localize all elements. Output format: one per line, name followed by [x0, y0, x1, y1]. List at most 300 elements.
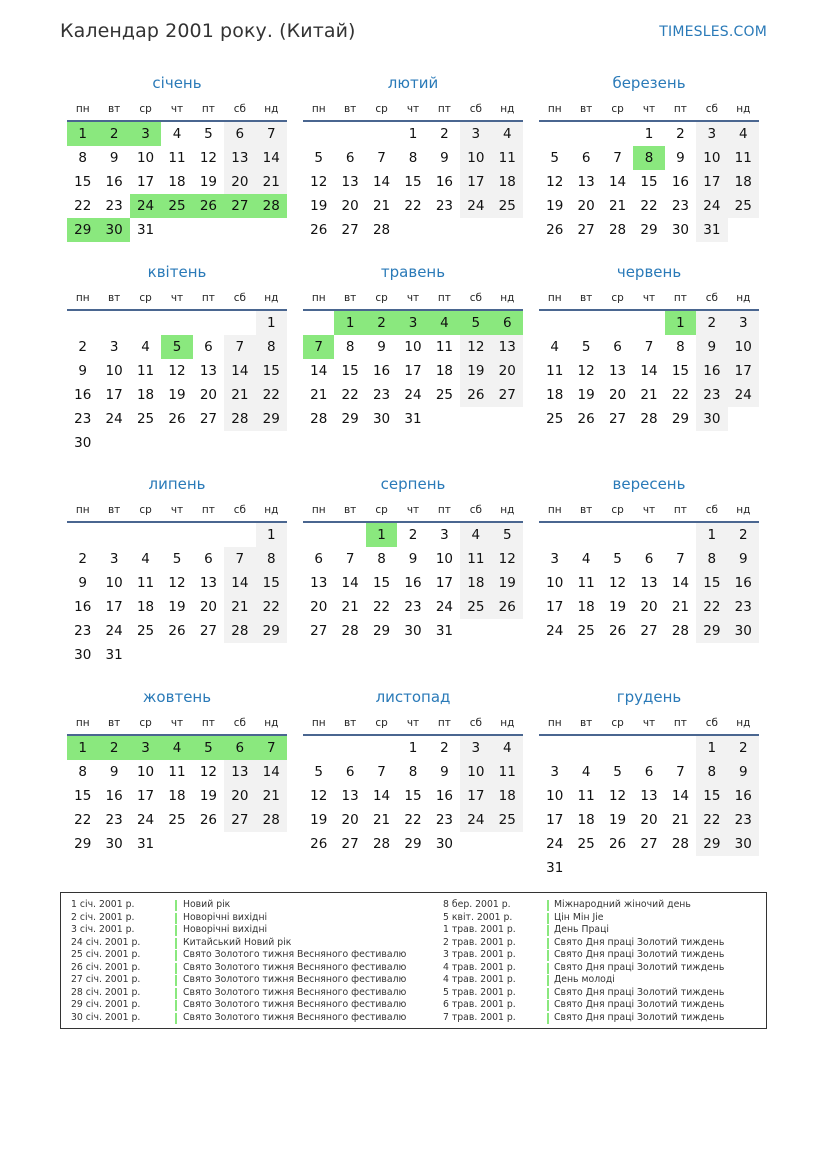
weekday-label: чт: [406, 504, 420, 516]
weekday-header: [539, 499, 759, 523]
day-cell: 11: [577, 575, 595, 591]
day-cell: 16: [728, 784, 759, 808]
day-cell: 26: [310, 836, 328, 852]
day-cell: 29: [341, 411, 359, 427]
holiday-day-cell: 3: [130, 122, 161, 146]
day-cell: 10: [546, 788, 564, 804]
holiday-day-cell: 1: [67, 122, 98, 146]
legend-date: 8 бер. 2001 р.: [443, 899, 511, 910]
day-cell: 12: [492, 547, 523, 571]
day-cell: 18: [577, 599, 595, 615]
day-cell: 15: [696, 784, 727, 808]
day-cell: 27: [310, 623, 328, 639]
day-cell: 8: [408, 764, 418, 780]
month-name: січень: [152, 74, 202, 92]
weekday-label: ср: [611, 717, 624, 729]
day-cell: 6: [644, 764, 654, 780]
day-cell: 14: [671, 575, 689, 591]
day-cell: 25: [577, 836, 595, 852]
day-cell: 19: [310, 812, 328, 828]
day-cell: 1: [408, 740, 418, 756]
day-cell: 3: [460, 736, 491, 760]
day-cell: 21: [224, 595, 255, 619]
weekday-label: нд: [500, 103, 515, 115]
month-3: [539, 72, 759, 266]
month-12: [539, 686, 759, 880]
day-cell: 11: [546, 363, 564, 379]
day-cell: 5: [172, 551, 182, 567]
day-cell: 14: [310, 363, 328, 379]
weekday-label: сб: [469, 717, 482, 729]
day-cell: 18: [136, 387, 155, 403]
weekday-label: чт: [642, 292, 656, 304]
day-cell: 26: [310, 222, 328, 238]
day-cell: 28: [608, 222, 627, 238]
weekday-header: [539, 287, 759, 311]
day-cell: 31: [136, 836, 155, 852]
legend-holiday-name: Свято Золотого тижня Весняного фестивалю: [183, 1011, 407, 1023]
month-6: [539, 261, 759, 455]
day-cell: 24: [435, 599, 453, 615]
weekday-label: вт: [343, 292, 357, 304]
day-cell: 24: [460, 194, 491, 218]
holiday-day-cell: 6: [492, 311, 523, 335]
holiday-day-cell: 4: [161, 736, 192, 760]
day-cell: 4: [172, 126, 182, 142]
day-cell: 26: [546, 222, 564, 238]
weekday-header: [303, 712, 523, 736]
day-cell: 19: [608, 812, 627, 828]
holiday-day-cell: 5: [460, 311, 491, 335]
weekday-label: пн: [547, 103, 562, 115]
day-cell: 10: [105, 363, 123, 379]
day-cell: 14: [256, 146, 287, 170]
day-cell: 23: [105, 198, 123, 214]
day-cell: 28: [224, 619, 255, 643]
day-cell: 3: [109, 551, 119, 567]
day-cell: 16: [372, 363, 391, 379]
day-cell: 28: [372, 836, 391, 852]
legend-row: [61, 962, 761, 975]
day-cell: 30: [105, 836, 123, 852]
day-cell: 25: [435, 387, 453, 403]
day-cell: 2: [440, 126, 449, 142]
day-cell: 11: [577, 788, 595, 804]
weekday-label: пт: [201, 103, 215, 115]
holiday-day-cell: 2: [98, 122, 129, 146]
day-cell: 31: [136, 222, 155, 238]
legend-row: [61, 912, 761, 925]
day-cell: 8: [676, 339, 685, 355]
weekday-label: нд: [736, 504, 751, 516]
site-link[interactable]: TIMESLES.COM: [659, 24, 767, 40]
day-cell: 5: [550, 150, 559, 166]
day-cell: 8: [377, 551, 386, 567]
day-cell: 19: [546, 198, 564, 214]
day-cell: 17: [105, 599, 123, 615]
weekday-label: сб: [705, 504, 718, 516]
day-cell: 12: [310, 788, 328, 804]
day-cell: 17: [546, 812, 564, 828]
day-cell: 4: [141, 551, 150, 567]
weekday-label: чт: [170, 103, 184, 115]
day-cell: 22: [696, 808, 727, 832]
day-cell: 29: [671, 411, 689, 427]
day-cell: 25: [136, 623, 155, 639]
day-cell: 19: [168, 599, 186, 615]
day-cell: 16: [404, 575, 422, 591]
day-cell: 5: [492, 523, 523, 547]
day-cell: 21: [671, 599, 689, 615]
day-cell: 18: [728, 170, 759, 194]
holiday-day-cell: 5: [193, 736, 224, 760]
day-cell: 10: [460, 146, 491, 170]
day-cell: 7: [676, 551, 685, 567]
legend-date: 5 трав. 2001 р.: [443, 986, 516, 998]
day-cell: 21: [310, 387, 328, 403]
legend-row: [61, 974, 761, 987]
holiday-day-cell: 4: [429, 311, 460, 335]
day-cell: 22: [372, 599, 391, 615]
weekday-label: ср: [375, 504, 388, 516]
day-cell: 25: [492, 808, 523, 832]
day-cell: 22: [74, 812, 92, 828]
day-cell: 23: [74, 411, 92, 427]
legend-row: [61, 899, 761, 912]
day-cell: 30: [372, 411, 391, 427]
weekday-header: [539, 98, 759, 122]
day-cell: 1: [644, 126, 654, 142]
day-cell: 18: [492, 170, 523, 194]
day-cell: 13: [224, 760, 255, 784]
day-cell: 29: [696, 832, 727, 856]
day-cell: 6: [644, 551, 654, 567]
day-cell: 20: [224, 170, 255, 194]
legend-row: [61, 937, 761, 950]
day-cell: 22: [256, 595, 287, 619]
day-cell: 9: [728, 547, 759, 571]
legend-holiday-name: День молоді: [554, 974, 615, 985]
day-cell: 17: [696, 170, 727, 194]
legend-date: 24 січ. 2001 р.: [71, 936, 141, 948]
weekday-label: вт: [107, 292, 121, 304]
legend-date: 25 січ. 2001 р.: [71, 949, 141, 960]
legend-marker: [547, 925, 549, 936]
day-cell: 16: [105, 174, 123, 190]
day-cell: 8: [345, 339, 355, 355]
day-cell: 10: [460, 760, 491, 784]
day-cell: 18: [435, 363, 453, 379]
holiday-day-cell: 6: [224, 736, 255, 760]
holiday-day-cell: 26: [193, 194, 224, 218]
holiday-day-cell: 7: [303, 335, 334, 359]
month-11: [303, 686, 523, 880]
day-cell: 9: [676, 150, 685, 166]
day-cell: 17: [728, 359, 759, 383]
day-cell: 17: [435, 575, 453, 591]
day-cell: 30: [404, 623, 422, 639]
weekday-label: чт: [170, 292, 184, 304]
weekday-label: нд: [264, 504, 279, 516]
day-cell: 23: [696, 383, 727, 407]
day-cell: 12: [546, 174, 564, 190]
day-cell: 30: [435, 836, 453, 852]
weekday-label: пт: [437, 717, 451, 729]
day-cell: 4: [460, 523, 491, 547]
day-cell: 10: [728, 335, 759, 359]
weekday-label: ср: [375, 103, 388, 115]
month-name: лютий: [387, 74, 439, 92]
day-cell: 4: [581, 764, 591, 780]
day-cell: 8: [256, 335, 287, 359]
day-cell: 11: [460, 547, 491, 571]
day-cell: 12: [608, 575, 627, 591]
day-cell: 25: [577, 623, 595, 639]
day-cell: 8: [408, 150, 418, 166]
day-cell: 13: [640, 788, 658, 804]
weekday-label: сб: [233, 103, 246, 115]
weekday-label: пн: [547, 717, 562, 729]
weekday-header: [303, 287, 523, 311]
day-cell: 14: [372, 174, 391, 190]
weekday-header: [67, 499, 287, 523]
day-cell: 7: [377, 150, 386, 166]
day-cell: 20: [310, 599, 328, 615]
day-cell: 21: [372, 812, 391, 828]
day-cell: 17: [404, 363, 422, 379]
weekday-label: вт: [579, 717, 593, 729]
day-cell: 19: [310, 198, 328, 214]
weekday-label: сб: [705, 717, 718, 729]
month-name: квітень: [147, 263, 207, 281]
day-cell: 27: [640, 836, 658, 852]
day-cell: 10: [136, 150, 155, 166]
weekday-label: пт: [201, 292, 215, 304]
day-cell: 19: [199, 174, 217, 190]
day-cell: 15: [256, 359, 287, 383]
legend-holiday-name: Цін Мін Jie: [554, 911, 604, 923]
day-cell: 25: [728, 194, 759, 218]
weekday-label: пн: [311, 292, 326, 304]
legend-date: 3 трав. 2001 р.: [443, 949, 516, 960]
month-name: липень: [148, 475, 206, 493]
legend-row: [61, 949, 761, 962]
legend-holiday-name: Свято Золотого тижня Весняного фестивалю: [183, 961, 407, 973]
weekday-label: чт: [170, 717, 184, 729]
weekday-label: пт: [201, 717, 215, 729]
day-cell: 4: [728, 122, 759, 146]
legend-marker: [547, 963, 549, 974]
day-cell: 2: [78, 339, 87, 355]
day-cell: 13: [310, 575, 328, 591]
day-cell: 15: [640, 174, 658, 190]
weekday-header: [303, 499, 523, 523]
legend-marker: [547, 1000, 549, 1011]
day-cell: 28: [224, 407, 255, 431]
day-cell: 2: [728, 736, 759, 760]
day-cell: 6: [345, 150, 355, 166]
day-cell: 9: [440, 150, 449, 166]
day-cell: 22: [404, 812, 422, 828]
month-10: [67, 686, 287, 880]
day-cell: 6: [204, 339, 213, 355]
day-cell: 20: [640, 599, 658, 615]
day-cell: 9: [109, 764, 119, 780]
day-cell: 13: [608, 363, 627, 379]
weekday-label: сб: [233, 717, 246, 729]
day-cell: 5: [613, 551, 622, 567]
day-cell: 11: [168, 764, 186, 780]
legend-holiday-name: Свято Дня праці Золотий тиждень: [554, 986, 725, 998]
day-cell: 10: [435, 551, 453, 567]
weekday-label: пт: [437, 292, 451, 304]
month-5: [303, 261, 523, 455]
legend-date: 28 січ. 2001 р.: [71, 986, 141, 998]
day-cell: 20: [199, 599, 217, 615]
weekday-label: ср: [375, 292, 388, 304]
day-cell: 19: [577, 387, 595, 403]
day-cell: 17: [546, 599, 564, 615]
day-cell: 26: [577, 411, 595, 427]
day-cell: 25: [492, 194, 523, 218]
weekday-label: пн: [311, 103, 326, 115]
day-cell: 24: [105, 411, 123, 427]
day-cell: 21: [671, 812, 689, 828]
day-cell: 3: [550, 764, 559, 780]
weekday-label: ср: [139, 717, 152, 729]
legend-date: 1 січ. 2001 р.: [71, 899, 135, 910]
legend-marker: [547, 900, 549, 911]
holiday-day-cell: 7: [256, 736, 287, 760]
legend-date: 1 трав. 2001 р.: [443, 924, 516, 935]
day-cell: 22: [404, 198, 422, 214]
day-cell: 4: [550, 339, 559, 355]
day-cell: 12: [310, 174, 328, 190]
legend-holiday-name: Новорічні вихідні: [183, 924, 268, 935]
day-cell: 21: [224, 383, 255, 407]
day-cell: 31: [435, 623, 453, 639]
day-cell: 15: [404, 174, 422, 190]
day-cell: 7: [613, 150, 622, 166]
day-cell: 29: [696, 619, 727, 643]
day-cell: 26: [168, 411, 186, 427]
day-cell: 22: [74, 198, 92, 214]
month-1: [67, 72, 287, 266]
day-cell: 27: [341, 222, 359, 238]
legend-marker: [547, 913, 549, 924]
month-name: вересень: [612, 475, 686, 493]
legend-row: [61, 987, 761, 1000]
holiday-day-cell: 25: [161, 194, 192, 218]
weekday-label: чт: [642, 717, 656, 729]
day-cell: 2: [408, 527, 418, 543]
legend-holiday-name: Свято Золотого тижня Весняного фестивалю: [183, 986, 407, 998]
day-cell: 9: [408, 551, 418, 567]
day-cell: 9: [78, 363, 87, 379]
day-cell: 21: [256, 784, 287, 808]
day-cell: 31: [696, 218, 727, 242]
day-cell: 4: [141, 339, 150, 355]
day-cell: 27: [640, 623, 658, 639]
holiday-day-cell: 28: [256, 194, 287, 218]
day-cell: 24: [546, 836, 564, 852]
holiday-day-cell: 2: [366, 311, 397, 335]
weekday-label: чт: [406, 103, 420, 115]
weekday-label: пт: [437, 103, 451, 115]
day-cell: 28: [256, 808, 287, 832]
legend-date: 2 трав. 2001 р.: [443, 936, 516, 948]
weekday-label: пн: [311, 717, 326, 729]
legend-marker: [547, 950, 549, 961]
month-9: [539, 473, 759, 667]
day-cell: 9: [377, 339, 386, 355]
weekday-label: вт: [343, 717, 357, 729]
weekday-label: вт: [579, 292, 593, 304]
day-cell: 3: [440, 527, 449, 543]
day-cell: 24: [105, 623, 123, 639]
day-cell: 28: [341, 623, 359, 639]
day-cell: 20: [608, 387, 627, 403]
weekday-header: [67, 287, 287, 311]
day-cell: 23: [105, 812, 123, 828]
legend-date: 5 квіт. 2001 р.: [443, 911, 513, 923]
day-cell: 30: [728, 832, 759, 856]
day-cell: 23: [728, 808, 759, 832]
month-2: [303, 72, 523, 266]
day-cell: 20: [492, 359, 523, 383]
weekday-label: вт: [107, 504, 121, 516]
weekday-header: [67, 98, 287, 122]
day-cell: 25: [168, 812, 186, 828]
day-cell: 26: [608, 623, 627, 639]
day-cell: 30: [74, 435, 92, 451]
day-cell: 5: [204, 126, 213, 142]
day-cell: 7: [644, 339, 654, 355]
day-cell: 20: [577, 198, 595, 214]
day-cell: 31: [404, 411, 422, 427]
day-cell: 6: [204, 551, 213, 567]
day-cell: 29: [256, 407, 287, 431]
day-cell: 4: [492, 736, 523, 760]
day-cell: 16: [728, 571, 759, 595]
day-cell: 9: [109, 150, 119, 166]
day-cell: 31: [105, 647, 123, 663]
day-cell: 10: [404, 339, 422, 355]
day-cell: 29: [256, 619, 287, 643]
holiday-day-cell: 29: [67, 218, 98, 242]
day-cell: 11: [492, 146, 523, 170]
day-cell: 27: [224, 808, 255, 832]
legend-holiday-name: Міжнародний жіночий день: [554, 899, 691, 910]
day-cell: 28: [671, 623, 689, 639]
weekday-label: чт: [642, 103, 656, 115]
day-cell: 18: [136, 599, 155, 615]
month-7: [67, 473, 287, 667]
day-cell: 14: [256, 760, 287, 784]
holiday-day-cell: 1: [334, 311, 365, 335]
day-cell: 3: [696, 122, 727, 146]
day-cell: 3: [460, 122, 491, 146]
day-cell: 1: [256, 311, 287, 335]
day-cell: 17: [136, 174, 155, 190]
day-cell: 18: [577, 812, 595, 828]
day-cell: 20: [224, 784, 255, 808]
day-cell: 6: [224, 122, 255, 146]
day-cell: 14: [224, 571, 255, 595]
day-cell: 20: [640, 812, 658, 828]
day-cell: 17: [105, 387, 123, 403]
legend-holiday-name: Новорічні вихідні: [183, 911, 268, 923]
